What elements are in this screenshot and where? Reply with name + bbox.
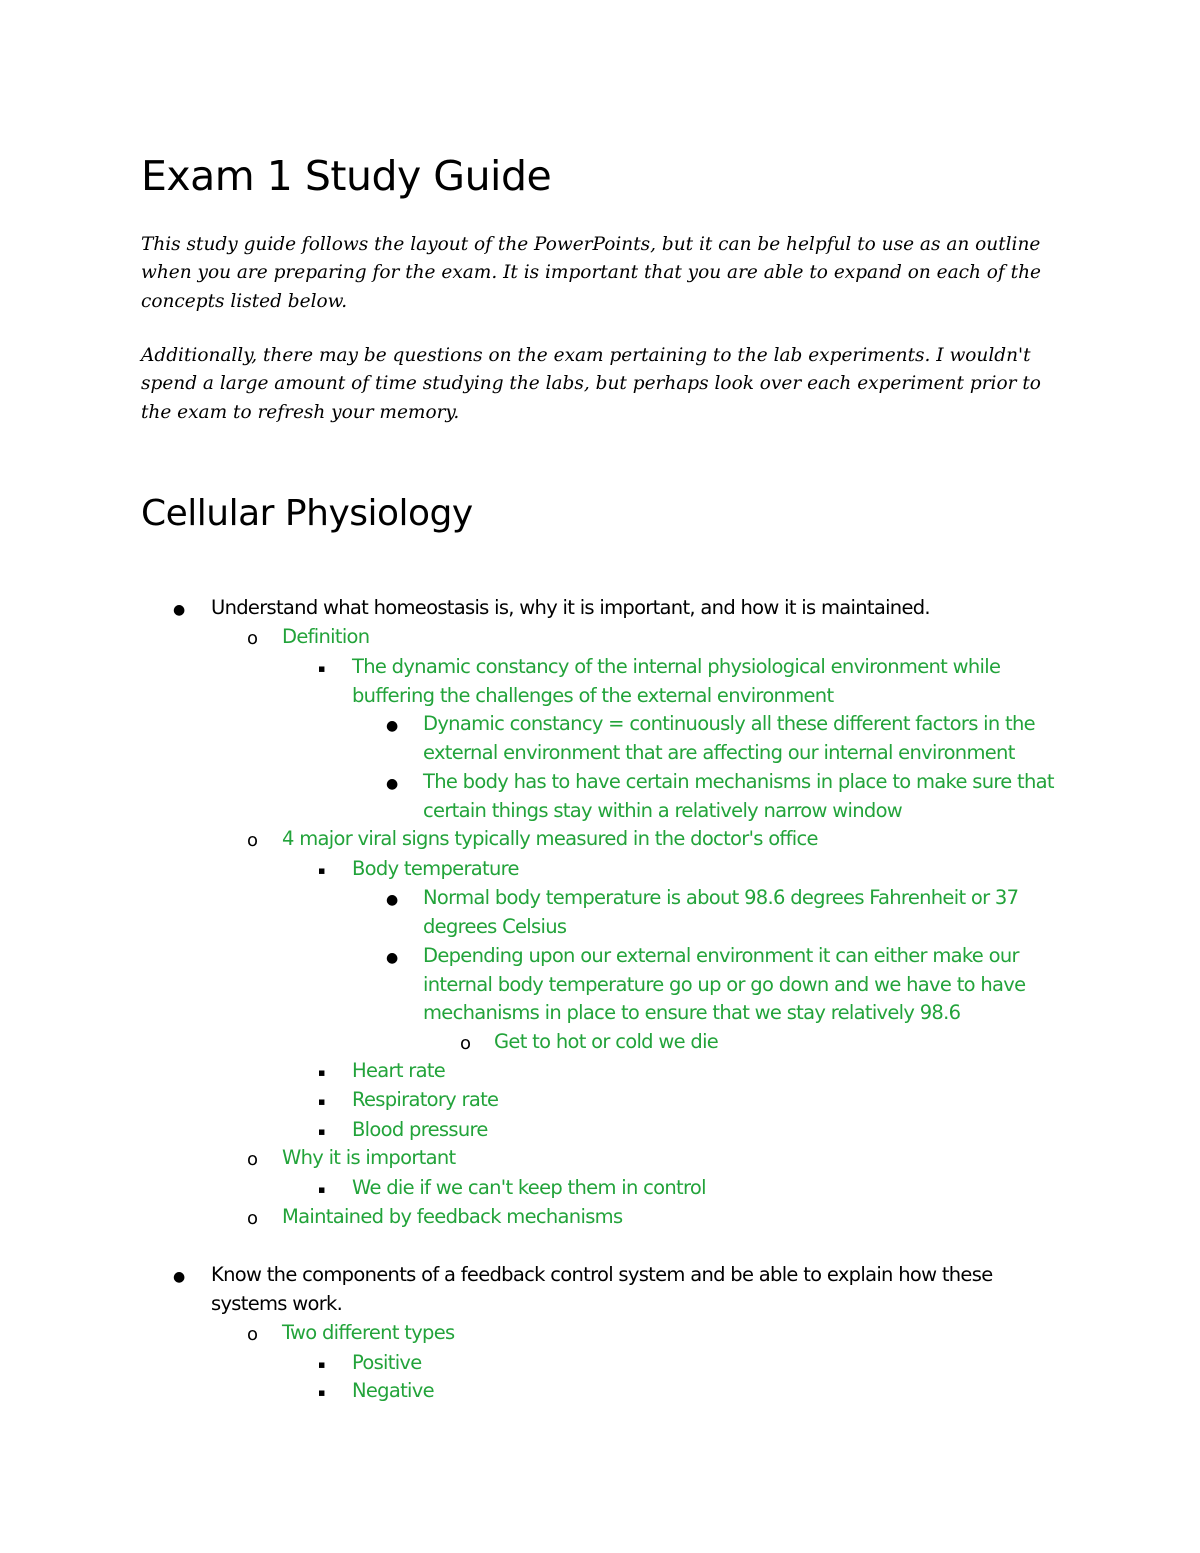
outline-item-why-important: Why it is important [282, 1146, 456, 1169]
outline-item-feedback: Know the components of a feedback control system and be able to explain how these systems work. [211, 1263, 993, 1315]
outline-item-definition-text: The dynamic constancy of the internal physiological environment while buffering the challenges of the external environment [352, 655, 1001, 707]
page-title: Exam 1 Study Guide [141, 152, 552, 200]
outline-item-homeostasis: Understand what homeostasis is, why it is important, and how it is maintained. [211, 596, 930, 619]
intro-paragraph-2: Additionally, there may be questions on the exam pertaining to the lab experiments. I wouldn't spend a large amount of time studying the labs, but perhaps look over each experiment prior to the exam to refresh your memory. [141, 345, 1041, 423]
section-heading: Cellular Physiology [141, 493, 473, 534]
outline-item-normal-temp: Normal body temperature is about 98.6 degrees Fahrenheit or 37 degrees Celsius [423, 886, 1019, 938]
bullet-dot-icon: ● [386, 776, 399, 792]
outline-item-positive: Positive [352, 1351, 422, 1374]
bullet-square-icon: ▪ [318, 1095, 326, 1108]
outline-item-we-die: We die if we can't keep them in control [352, 1176, 706, 1199]
bullet-dot-icon: ● [173, 1269, 186, 1285]
bullet-square-icon: ▪ [318, 1358, 326, 1371]
bullet-dot-icon: ● [386, 892, 399, 908]
outline-item-body-temperature: Body temperature [352, 857, 519, 880]
outline-item-dynamic-constancy: Dynamic constancy = continuously all these different factors in the external environment that are affecting our internal environment [423, 712, 1035, 764]
bullet-dot-icon: ● [386, 718, 399, 734]
bullet-circle-icon: o [247, 830, 259, 851]
bullet-circle-icon: o [247, 1149, 259, 1170]
outline-item-maintained: Maintained by feedback mechanisms [282, 1205, 623, 1228]
bullet-dot-icon: ● [173, 602, 186, 618]
outline-item-external-env: Depending upon our external environment it can either make our internal body temperature go up or go down and we have to have mechanisms in place to ensure that we stay relatively 98.6 [423, 944, 1026, 1024]
bullet-square-icon: ▪ [318, 1183, 326, 1196]
outline-item-hot-cold: Get to hot or cold we die [494, 1030, 719, 1053]
bullet-square-icon: ▪ [318, 662, 326, 675]
outline-item-definition: Definition [282, 625, 370, 648]
bullet-square-icon: ▪ [318, 1386, 326, 1399]
bullet-circle-icon: o [247, 1208, 259, 1229]
bullet-square-icon: ▪ [318, 1066, 326, 1079]
bullet-circle-icon: o [460, 1033, 472, 1054]
bullet-dot-icon: ● [386, 950, 399, 966]
bullet-circle-icon: o [247, 1324, 259, 1345]
outline-item-heart-rate: Heart rate [352, 1059, 446, 1082]
outline-item-negative: Negative [352, 1379, 434, 1402]
bullet-square-icon: ▪ [318, 864, 326, 877]
outline-item-two-types: Two different types [282, 1321, 455, 1344]
outline-item-respiratory-rate: Respiratory rate [352, 1088, 499, 1111]
bullet-circle-icon: o [247, 628, 259, 649]
outline-item-mechanisms: The body has to have certain mechanisms in place to make sure that certain things stay within a relatively narrow window [423, 770, 1054, 822]
intro-paragraph-1: This study guide follows the layout of the PowerPoints, but it can be helpful to use as an outline when you are preparing for the exam. It is important that you are able to expand on each of the concepts listed below. [141, 234, 1041, 312]
outline-item-vital-signs: 4 major viral signs typically measured in the doctor's office [282, 827, 818, 850]
outline-item-blood-pressure: Blood pressure [352, 1118, 488, 1141]
bullet-square-icon: ▪ [318, 1125, 326, 1138]
